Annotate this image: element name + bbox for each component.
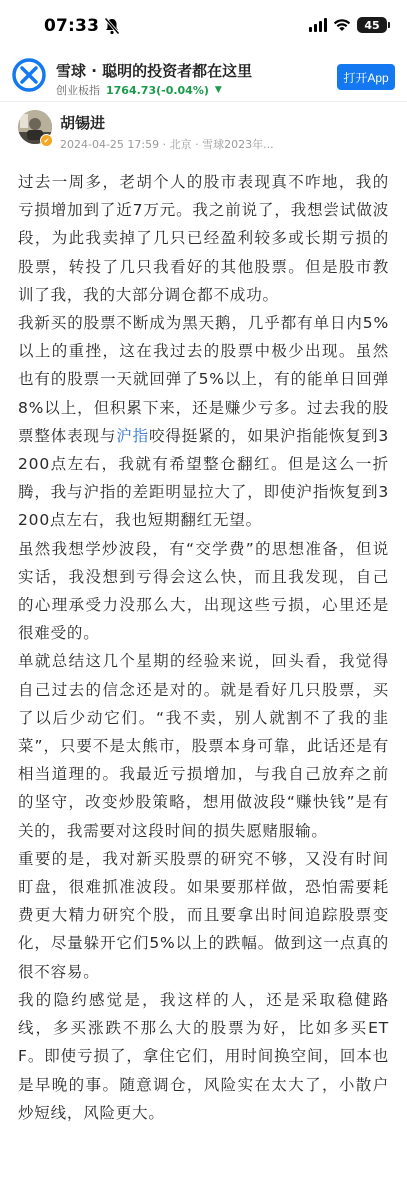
author-name[interactable]: 胡锡进 (60, 114, 106, 132)
open-app-button[interactable]: 打开App (337, 64, 395, 90)
post-body (0, 168, 407, 1127)
status-bar (0, 0, 407, 52)
index-value: 1764.73(-0.04%) (106, 83, 209, 97)
wifi-icon (333, 18, 351, 32)
xueqiu-logo-icon (12, 58, 46, 92)
post-meta: 2024-04-25 17:59 · 北京 · 雪球2023年... (60, 138, 274, 151)
banner-title: 雪球 · 聪明的投资者都在这里 (56, 62, 253, 80)
verified-badge-icon: ✔ (40, 134, 53, 147)
paragraph-2-text-b: 咬得挺紧的，如果沪指能恢复到3200点左右，我就有希望整仓翻红。但是这么一折腾，我与沪指的差距明显拉大了，即使沪指恢复到3200点左右，我也短期翻红无望。 (18, 426, 389, 530)
status-indicators (309, 17, 387, 33)
post-paragraph-5: 重要的是，我对新买股票的研究不够，又没有时间盯盘，很难抓准波段。如果要那样做，恐怕需要耗费更大精力研究个股，而且要拿出时间追踪股票变化，尽量躲开它们5%以上的跌幅。做到这一点真的很不容易。 (18, 849, 389, 981)
post-paragraph-4: 单就总结这几个星期的经验来说，回头看，我觉得自己过去的信念还是对的。就是看好几只股票，买了以后少动它们。“我不卖，别人就割不了我的韭菜”，只要不是太熊市，股票本身可靠，此话还是有相当道理的。我最近亏损增加，与我自己放弃之前的坚守，改变炒股策略，想用做波段“赚快钱”是有关的，我需要对这段时间的损失愿赌服输。 (18, 652, 389, 840)
stock-link-shanghai-index[interactable]: 沪指 (116, 426, 150, 445)
market-index-ticker[interactable] (56, 82, 222, 98)
app-download-banner[interactable] (0, 52, 407, 102)
post-paragraph-6: 我的隐约感觉是，我这样的人，还是采取稳健路线，多买涨跌不那么大的股票为好，比如多买ETF。即使亏损了，拿住它们，用时间换空间，回本也是早晚的事。随意调仓，风险实在太大了，小散户炒短线，风险更大。 (18, 990, 389, 1122)
author-header (0, 102, 407, 160)
status-time: 07:33 (44, 16, 100, 36)
down-arrow-icon: ▼ (214, 85, 222, 95)
bell-muted-icon (104, 17, 120, 35)
post-paragraph-1: 过去一周多，老胡个人的股市表现真不咋地，我的亏损增加到了近7万元。我之前说了，我想尝试做波段，为此我卖掉了几只已经盈利较多或长期亏损的股票，转投了几只我看好的其他股票。但是股市教训了我，我的大部分调仓都不成功。 (18, 173, 389, 304)
post-paragraph-2 (18, 309, 389, 535)
index-name: 创业板指 (56, 84, 100, 97)
post-paragraph-3: 虽然我想学炒波段，有“交学费”的思想准备，但说实话，我没想到亏得会这么快，而且我发现，自己的心理承受力没那么大，出现这些亏损，心里还是很难受的。 (18, 539, 389, 643)
paragraph-2-text-a: 我新买的股票不断成为黑天鹅，几乎都有单日内5%以上的重挫，这在我过去的股票中极少出现。虽然也有的股票一天就回弹了5%以上，有的能单日回弹8%以上，但积累下来，还是赚少亏多。过去我的股票整体表现与 (18, 314, 389, 445)
battery-icon: 45 (357, 17, 387, 33)
cellular-signal-icon (309, 18, 327, 32)
